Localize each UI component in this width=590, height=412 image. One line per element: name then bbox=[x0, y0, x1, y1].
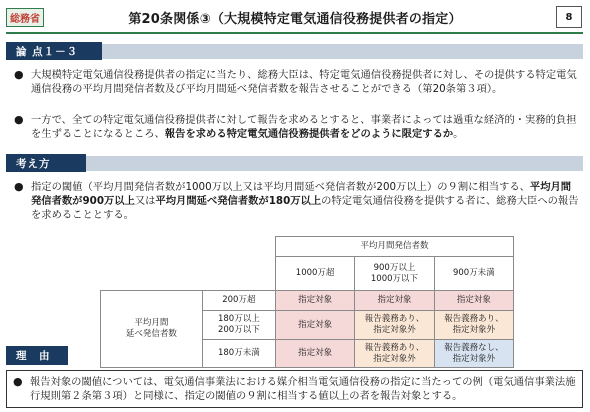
row-group-label: 平均月間 延べ発信者数 bbox=[101, 291, 203, 368]
threshold-900: 平均月間発信者数が900万以上 bbox=[31, 181, 572, 207]
bullet-dot: ● bbox=[14, 68, 24, 81]
row-label-1: 200万超 bbox=[202, 291, 275, 311]
ronten-bullet-2-text: 一方で、全ての特定電気通信役務提供者に対して報告を求めるとすると、事業者によっては過重な経済的・実務的負担を生ずることになるところ、報告を求める特定電気通信役務提供者をどのように限定するか。 bbox=[31, 114, 577, 140]
section-label-ronten: 論 点１－３ bbox=[6, 42, 102, 60]
bullet-dot: ● bbox=[13, 375, 23, 388]
riyuu-box bbox=[6, 370, 583, 408]
bullet-dot: ● bbox=[14, 180, 24, 193]
riyuu-bullet-1-text: 報告対象の閾値については、電気通信事業法における媒介相当電気通信役務の指定に当たっての例（電気通信事業法施行規則第２条第３項）と同様に、指定の閾値の９割に相当する値以上の者を報告対象とする。 bbox=[30, 376, 576, 402]
title-rule bbox=[6, 32, 583, 34]
table-cell: 指定対象 bbox=[275, 311, 354, 340]
table-cell: 報告義務あり、 指定対象外 bbox=[355, 340, 434, 368]
table-cell: 指定対象 bbox=[275, 291, 354, 311]
ronten-emphasis: 報告を求める特定電気通信役務提供者をどのように限定するか bbox=[164, 128, 454, 140]
riyuu-bullet-1 bbox=[13, 375, 578, 403]
section-bar-kangaekata bbox=[6, 156, 583, 171]
section-label-kangaekata: 考え方 bbox=[6, 154, 86, 172]
col-header-1: 1000万超 bbox=[275, 257, 354, 291]
section-label-riyuu: 理 由 bbox=[6, 346, 68, 365]
table-cell: 報告義務あり、 指定対象外 bbox=[434, 311, 513, 340]
kangaekata-bullet-1-text: 指定の閾値（平均月間発信者数が1000万以上又は平均月間延べ発信者数が200万以上）の９割に相当する、平均月間発信者数が900万以上又は平均月間延べ発信者数が180万以上の特定電気通信役務を提供する者に、総務大臣への報告を求めることとする。 bbox=[31, 181, 579, 221]
table-cell: 指定対象 bbox=[434, 291, 513, 311]
table-header-top: 平均月間発信者数 bbox=[275, 237, 513, 257]
threshold-table bbox=[100, 236, 514, 368]
kangaekata-bullet-1 bbox=[14, 180, 580, 222]
table-cell: 報告義務あり、 指定対象外 bbox=[355, 311, 434, 340]
page-number: 8 bbox=[556, 6, 582, 28]
threshold-180: 平均月間延べ発信者数が180万以上 bbox=[155, 195, 322, 207]
page-title: 第20条関係③（大規模特定電気通信役務提供者の指定） bbox=[128, 12, 462, 27]
ronten-bullet-1 bbox=[14, 68, 580, 96]
col-header-3: 900万未満 bbox=[434, 257, 513, 291]
row-label-2: 180万以上 200万以下 bbox=[202, 311, 275, 340]
table-cell: 指定対象 bbox=[355, 291, 434, 311]
ronten-bullet-2 bbox=[14, 113, 580, 141]
ronten-bullet-1-text: 大規模特定電気通信役務提供者の指定に当たり、総務大臣は、特定電気通信役務提供者に対し、その提供する特定電気通信役務の平均月間発信者数及び平均月間延べ発信者数を報告させることができる（第20条第３項）。 bbox=[31, 69, 577, 95]
ministry-badge: 総務省 bbox=[6, 8, 44, 27]
row-label-3: 180万未満 bbox=[202, 340, 275, 368]
table-cell: 指定対象 bbox=[275, 340, 354, 368]
bullet-dot: ● bbox=[14, 113, 24, 126]
table-cell: 報告義務なし、 指定対象外 bbox=[434, 340, 513, 368]
col-header-2: 900万以上 1000万以下 bbox=[355, 257, 434, 291]
